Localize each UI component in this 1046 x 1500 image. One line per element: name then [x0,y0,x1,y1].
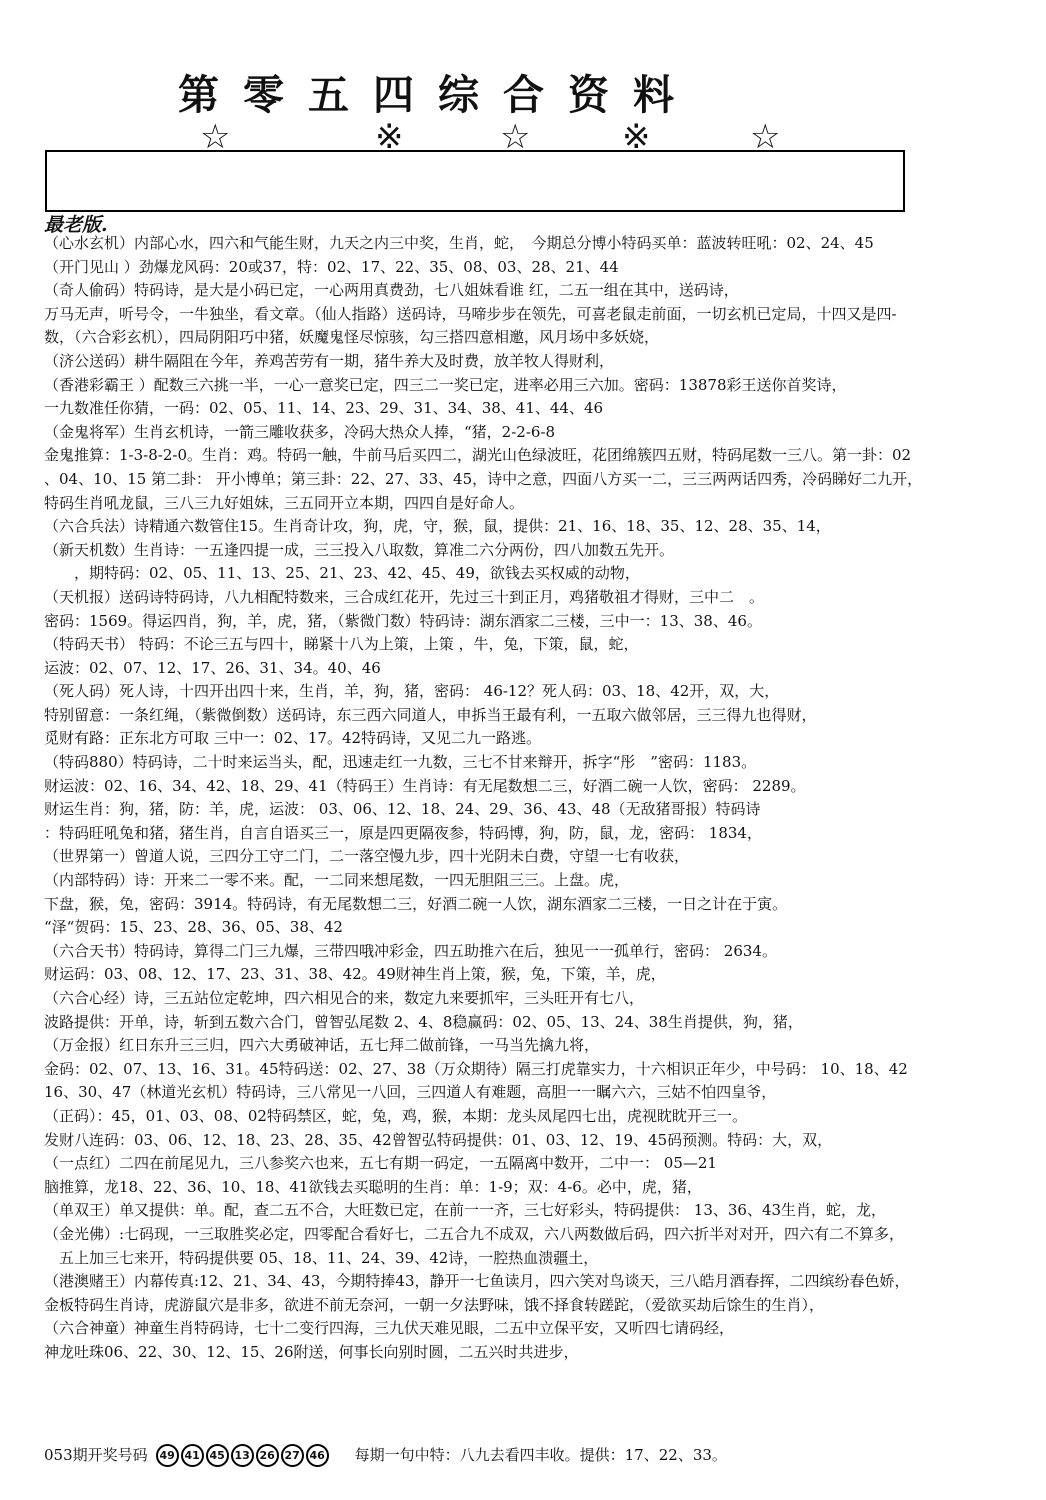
text-line: （开门见山 ）劲爆龙风码：20或37，特：02、17、22、35、08、03、28、21、44 [44,257,619,276]
text-line: 、04、10、15 第二卦： 开小博单；第三卦：22、27、33、45，诗中之意，四面八方买一二，三三两两话四秀，冷码睇好二九开， [44,469,923,488]
banner-box [45,150,905,212]
text-line: （天机报）送码诗特码诗，八九相配特数来，三合成红花开，先过三十到正月，鸡猪敬祖才得财，三中二 。 [44,587,765,606]
text-line: 财运波：02、16、34、42、18、29、41（特码王）生肖诗：有无尾数想二三，好酒二碗一人饮，密码： 2289。 [44,776,806,795]
text-line: （内部特码）诗：开来二一零不来。配，一二同来想尾数，一四无胆阻三三。上盘。虎， [44,871,630,890]
text-line: ：特码旺吼兔和猪，猪生肖，自言自语买三一，原是四更隔夜参，特码博，狗，防，鼠，龙，密码： 1834， [44,823,762,842]
decoration-row [200,117,800,157]
text-line: （香港彩霸王 ）配数三六挑一半，一心一意奖已定，四三二一奖已定，进率必用三六加。密码：13878彩王送你首奖诗， [44,375,847,394]
special-text: 每期一句中特：八九去看四丰收。提供：17、22、33。 [354,1446,727,1464]
text-line: 金板特码生肖诗，虎游鼠穴是非多，欲进不前无奈河，一朝一夕法野味，饿不择食转蹉跎，（爱欲买劫后馀生的生肖）， [44,1295,825,1314]
result-ball: 41 [181,1444,204,1467]
result-ball: 49 [156,1444,179,1467]
text-line: 数，（六合彩玄机），四局阴阳巧中猪，妖魔鬼怪尽惊骇，勾三搭四意相邀，风月场中多妖娆， [44,328,660,347]
results-line [44,1442,727,1468]
result-ball: 27 [281,1444,304,1467]
text-line: 金鬼推算：1-3-8-2-0。生肖：鸡。特码一触，牛前马后买四二，湖光山色绿波旺，花团绵簇四五财，特码尾数一三八。第一卦：02 [44,446,912,465]
text-line: （单双王）单又提供：单。配，查二五不合，大旺数已定，在前一一齐，三七好彩头，特码提供： 13、36、43生肖，蛇，龙， [44,1201,887,1220]
text-line: （正码）：45，01、03、08、02特码禁区，蛇，兔，鸡，猴，本期：龙头凤尾四七出，虎视眈眈开三一。 [44,1106,747,1125]
text-line: （六合心经）诗，三五站位定乾坤，四六相见合的来，数定九来要抓牢，三头旺开有七八， [44,989,645,1007]
text-line: （奇人偷码）特码诗，是大是小码已定，一心两用真费劲，七八姐妹看谁 红，二五一组在其中，送码诗， [44,281,739,300]
text-line: 脑推算，龙18、22、36、10、18、41欲钱去买聪明的生肖：单：1-9；双：4-6。必中，虎，猪， [44,1177,702,1196]
text-line: 神龙吐珠06、22、30、12、15、26附送，何事长向别时圆，二五兴时共进步， [44,1342,579,1361]
text-line: （金光佛）:七码现，一三取胜奖必定，四零配合看好七，二五合九不成双，六八两数做后码，四六折半对对开，四六有二不算多， [44,1224,905,1243]
text-line: （港澳赌王）内幕传真:12、21、34、43，今期特捧43，静开一七鱼读月，四六笑对鸟谈天，三八皓月酒春挥，二四缤纷春色娇， [44,1272,910,1291]
text-line: （心水玄机）内部心水，四六和气能生财，九天之内三中奖，生肖，蛇， 今期总分博小特码买单：蓝波转旺吼：02、24、45 [44,234,874,252]
text-line: 一九数准任你猜，一码：02、05、11、14、23、29、31、34、38、41、44、46 [44,399,604,418]
result-ball: 26 [256,1444,279,1467]
text-line: （特码天书） 特码：不论三五与四十，睇紧十八为上策，上策 ，牛，兔，下策，鼠，蛇， [44,635,639,654]
text-line: （六合神童）神童生肖特码诗，七十二变行四海，三九伏天难见眼，二五中立保平安，又听四七请码经， [44,1319,735,1338]
page-title: 第零五四综合资料 [178,71,698,119]
text-line: 特别留意：一条红绳，（紫微倒数）送码诗，东三西六同道人，申拆当王最有利，一五取六做邻居，三三得九也得财， [44,705,817,724]
text-line: 密码：1569。得运四肖，狗，羊，虎，猪，（紫微门数）特码诗：湖东酒家二三楼，三中一：13、38、46。 [44,611,762,630]
text-line: （六合天书）特码诗，算得二门三九爆，三带四哦冲彩金，四五助推六在后，独见一一孤单行，密码： 2634。 [44,941,777,960]
edition-label: 最老版. [44,214,108,236]
reference-mark-icon: ※ [375,117,404,157]
result-balls [156,1444,329,1467]
result-ball: 46 [306,1444,329,1467]
text-line: 波路提供：开单，诗，斩到五数六合门，曾智弘尾数 2、4、8稳赢码：02、05、13、24、38生肖提供，狗，猪， [44,1012,803,1031]
text-line: 财运生肖：狗，猪，防：羊，虎，运波： 03、06、12、18、24、29、36、43、48（无敌猪哥报）特码诗 [44,800,761,819]
text-line: （金鬼将军）生肖玄机诗，一箭三雕收获多，冷码大热众人捧，“猪，2-2-6-8 [44,422,556,441]
text-line: ，期特码：02、05、11、13、25、21、23、42、45、49，欲钱去买权威的动物， [44,564,640,583]
results-label: 053期开奖号码 [44,1446,148,1464]
text-line: （新天机数）生肖诗：一五逢四提一成，三三投入八取数，算准二六分两份，四八加数五先开。 [44,540,675,559]
text-line: 万马无声，听号令，一牛独坐，看文章。（仙人指路）送码诗，马啼步步在领先，可喜老鼠走前面，一切玄机已定局，十四又是四- [44,304,897,323]
text-line: 金码：02、07、13、16、31。45特码送：02、27、38（万众期待）隔三打虎靠实力，十六相识正年少，中号码： 10、18、42 [44,1059,908,1078]
text-line: 下盘，猴，兔，密码：3914。特码诗，有无尾数想二三，好酒二碗一人饮，湖东酒家二三楼，一日之计在于寅。 [44,894,788,913]
text-line: （万金报）红日东升三三归，四六大勇破神话，五七拜二做前锋，一马当先擒九将， [44,1036,600,1055]
result-ball: 45 [206,1444,229,1467]
text-line: 16、30、47（林道光玄机）特码诗，三八常见一八回，三四道人有难题，高胆一一瞩六六，三姑不怕四皇爷， [44,1083,777,1102]
text-line: （六合兵法）诗精通六数管住15。生肖奇计攻，狗，虎，守，猴，鼠，提供：21、16、18、35、12、28、35、14， [44,517,831,536]
star-icon: ☆ [200,117,231,157]
text-line: （世界第一）曾道人说，三四分工守二门，二一落空慢九步，四十光阴未白费，守望一七有收获， [44,847,690,866]
result-ball: 13 [231,1444,254,1467]
text-line: （特码880）特码诗，二十时来运当头，配，迅速走红一九数，三七不甘来辩开，拆字“彤 ”密码：1183。 [44,753,757,772]
content-lines [44,232,1014,1365]
star-icon: ☆ [750,117,781,157]
text-line: 运波：02、07、12、17、26、31、34。40、46 [44,658,381,677]
star-icon: ☆ [500,117,531,157]
reference-mark-icon: ※ [622,117,651,157]
text-line: （死人码）死人诗，十四开出四十来，生肖，羊，狗，猪，密码： 46-12？死人码：03、18、42开，双，大， [44,682,780,701]
text-line: 特码生肖吼龙鼠，三八三九好姐妹，三五同开立本期，四四自是好命人。 [44,493,525,512]
text-line: 觅财有路：正东北方可取 三中一：02、17。42特码诗，又见二九一路逃。 [44,729,542,748]
text-line: “泽“贺码：15、23、28、36、05、38、42 [44,918,343,937]
text-line: （一点红）二四在前尾见九，三八参奖六也来，五七有期一码定，一五隔离中数开，二中一： 05—21 [44,1154,717,1173]
text-line: 发财八连码：03、06、12、18、23、28、35、42曾智弘特码提供：01、03、12、19、45码预测。特码：大，双， [44,1130,833,1149]
text-line: （济公送码）耕牛隔阻在今年，养鸡苦劳有一期，猪牛养大及时费，放羊牧人得财利， [44,351,615,370]
text-line: 五上加三七来开，特码提供要 05、18、11、24、39、42诗，一腔热血溃疆土， [44,1248,599,1267]
text-line: 财运码：03、08、12、17、23、31、38、42。49财神生肖上策，猴，兔，下策，羊，虎， [44,965,666,984]
